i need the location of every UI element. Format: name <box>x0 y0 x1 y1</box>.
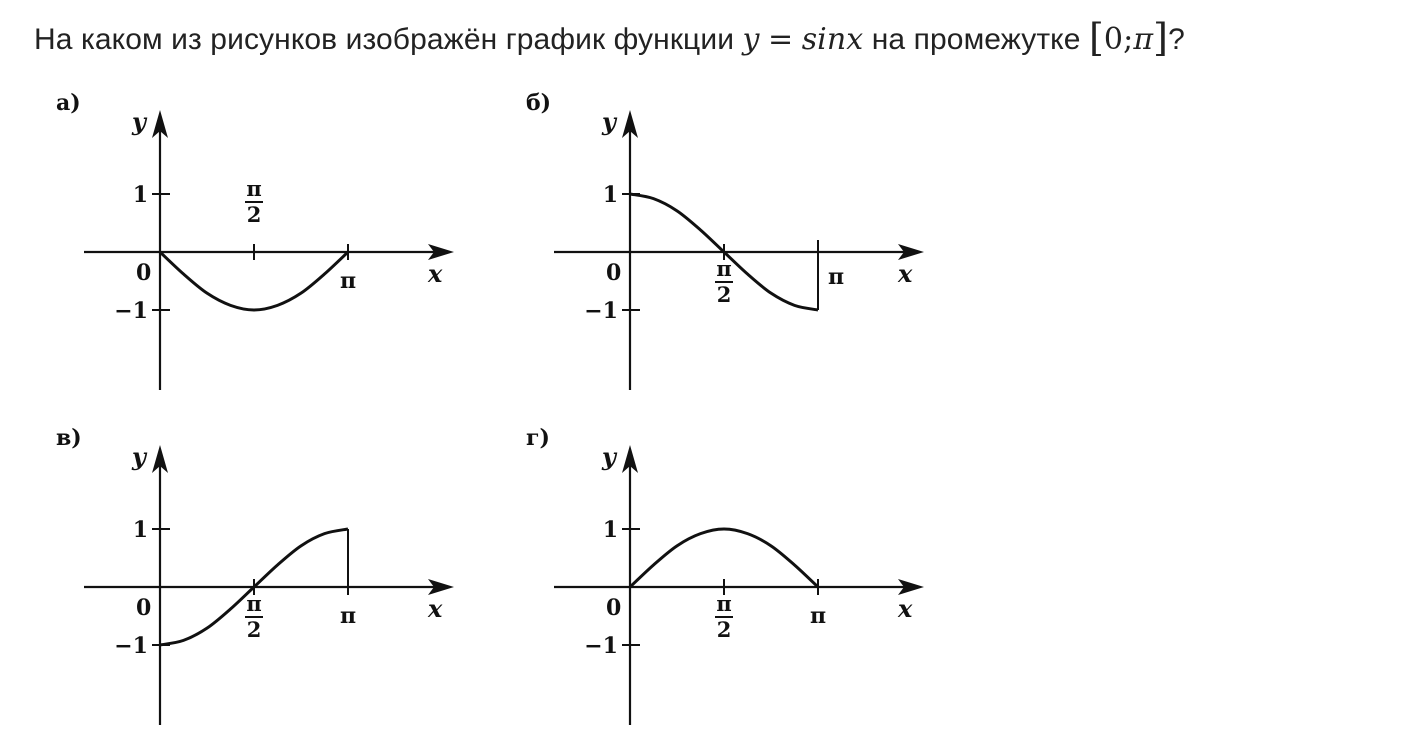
x-tick-denominator: 2 <box>716 617 732 642</box>
x-tick-label: π <box>339 603 357 629</box>
question-end: ? <box>1168 23 1185 56</box>
x-tick-label: π <box>809 603 827 629</box>
y-axis-label: y <box>132 442 146 471</box>
y-tick-label: −1 <box>114 298 148 324</box>
question-text <box>34 14 1185 58</box>
x-tick-label: π <box>339 268 357 294</box>
graph-v <box>40 415 480 745</box>
x-axis-label: x <box>898 594 913 623</box>
y-tick-label: 1 <box>132 517 148 543</box>
graph-panel-b[interactable] <box>510 80 930 410</box>
graph-a <box>40 80 480 410</box>
interval-sep: ; <box>1123 22 1134 57</box>
x-tick-numerator: π <box>246 591 262 616</box>
graph-b <box>510 80 950 410</box>
graph-panel-g[interactable] <box>510 415 930 745</box>
x-tick-numerator: π <box>716 591 732 616</box>
x-tick-denominator: 2 <box>246 617 262 642</box>
interval-close: ] <box>1153 16 1169 60</box>
y-axis-label: y <box>132 107 146 136</box>
question-middle: на промежутке <box>871 23 1081 56</box>
func-y: y <box>742 22 760 57</box>
panel-label: в) <box>56 425 82 451</box>
y-axis-label: y <box>602 442 616 471</box>
x-tick-fraction <box>715 591 733 642</box>
y-tick-label: −1 <box>114 633 148 659</box>
question-before: На каком из рисунков изображён график функции <box>34 23 735 56</box>
x-axis-label: x <box>428 594 443 623</box>
panel-label: г) <box>526 425 550 451</box>
y-tick-label: −1 <box>584 633 618 659</box>
panel-label: б) <box>526 90 552 116</box>
x-tick-label: π <box>827 264 845 290</box>
x-tick-fraction <box>245 591 263 642</box>
origin-label: 0 <box>606 260 622 286</box>
panel-label: а) <box>56 90 81 116</box>
func-eq: = <box>768 22 794 57</box>
y-tick-label: 1 <box>132 182 148 208</box>
x-tick-fraction <box>245 176 263 227</box>
x-tick-denominator: 2 <box>716 282 732 307</box>
function-curve <box>160 252 348 310</box>
interval-open: [ <box>1088 16 1104 60</box>
func-rhs: sinx <box>801 22 864 57</box>
y-tick-label: 1 <box>602 182 618 208</box>
y-tick-label: −1 <box>584 298 618 324</box>
graph-panel-v[interactable] <box>40 415 460 745</box>
x-tick-numerator: π <box>716 256 732 281</box>
function-curve <box>630 529 818 587</box>
graph-g <box>510 415 950 745</box>
x-axis-label: x <box>898 259 913 288</box>
origin-label: 0 <box>136 260 152 286</box>
interval-start: 0 <box>1103 22 1124 57</box>
x-tick-numerator: π <box>246 176 262 201</box>
y-tick-label: 1 <box>602 517 618 543</box>
origin-label: 0 <box>136 595 152 621</box>
y-axis-label: y <box>602 107 616 136</box>
interval-end: π <box>1133 22 1154 57</box>
x-tick-denominator: 2 <box>246 202 262 227</box>
x-tick-fraction <box>715 256 733 307</box>
graph-panel-a[interactable] <box>40 80 460 410</box>
x-axis-label: x <box>428 259 443 288</box>
origin-label: 0 <box>606 595 622 621</box>
